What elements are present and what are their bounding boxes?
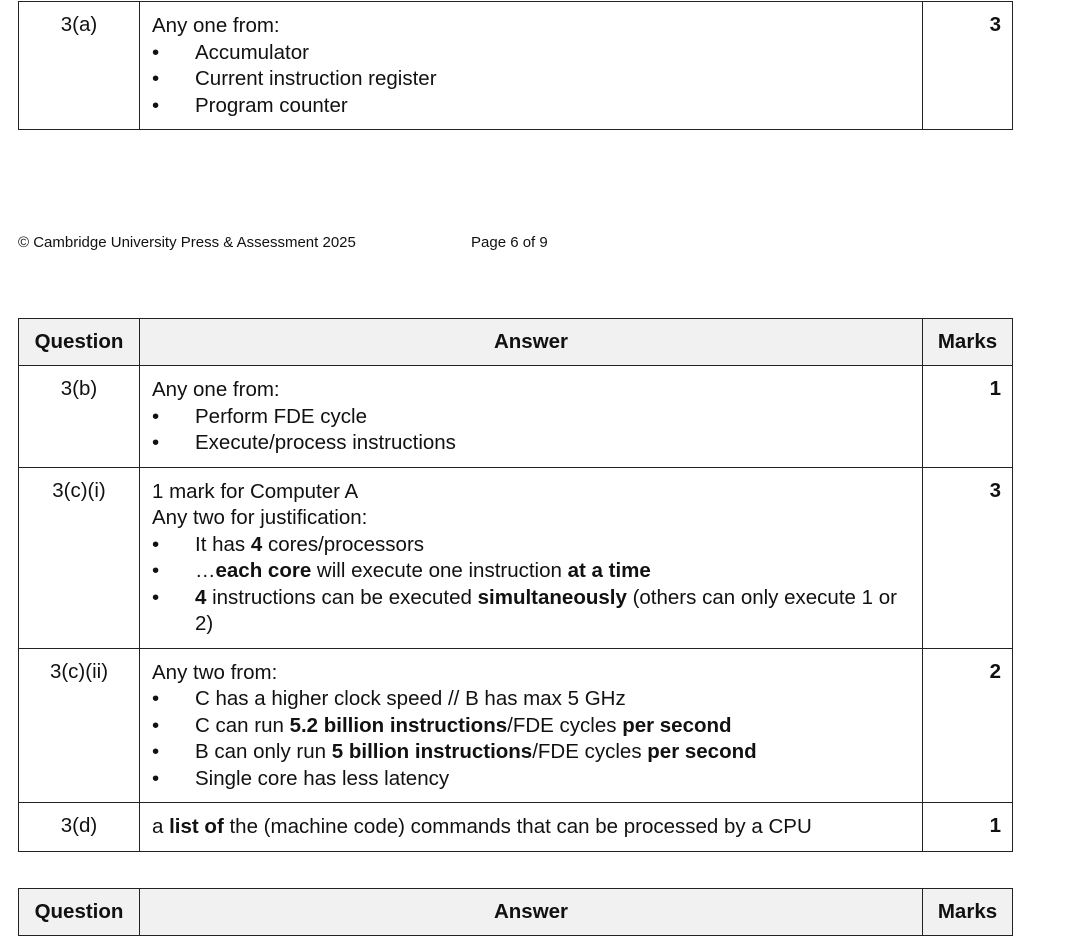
answer-cell <box>140 467 923 648</box>
marks-value: 3 <box>923 2 1013 130</box>
answer-emphasis: 5 billion instructions <box>331 740 533 763</box>
answer-text: Accumulator <box>195 40 309 64</box>
answer-emphasis: per second <box>647 740 757 763</box>
table-header-row <box>19 319 1013 366</box>
mark-scheme-table-next <box>18 888 1013 936</box>
answer-cell <box>140 2 923 130</box>
answer-text: Execute/process instructions <box>195 431 456 454</box>
column-header-marks: Marks <box>923 319 1013 366</box>
mark-scheme-table <box>18 318 1013 852</box>
answer-emphasis: 4 <box>250 532 263 556</box>
answer-intro: Any one from: <box>152 378 280 401</box>
question-number: 3(c)(i) <box>19 467 140 648</box>
answer-text: … <box>195 559 216 582</box>
answer-bullet-list <box>152 40 910 120</box>
answer-intro: Any one from: <box>152 14 280 37</box>
answer-text: Current instruction register <box>195 67 437 90</box>
table-body <box>19 2 1013 130</box>
answer-bullet <box>152 93 910 120</box>
marks-value: 3 <box>923 467 1013 648</box>
answer-intro: 1 mark for Computer A <box>152 479 359 503</box>
answer-bullet <box>152 558 910 585</box>
answer-emphasis: 5.2 billion instructions <box>289 713 508 737</box>
answer-bullet-list <box>152 404 910 457</box>
answer-text: Perform FDE cycle <box>195 404 367 428</box>
mark-scheme-table-top <box>18 1 1013 130</box>
answer-cell <box>140 366 923 468</box>
answer-text: a <box>152 815 170 838</box>
answer-intro: Any two for justification: <box>152 506 368 529</box>
question-number: 3(c)(ii) <box>19 648 140 803</box>
column-header-marks: Marks <box>923 889 1013 936</box>
table-row <box>19 467 1013 648</box>
copyright-text: © Cambridge University Press & Assessment 2025 <box>18 234 356 251</box>
answer-text: C has a higher clock speed // B has max 5 GHz <box>195 687 626 710</box>
answer-bullet <box>152 430 910 457</box>
answer-bullet-list <box>152 686 910 792</box>
answer-text: Program counter <box>195 93 348 117</box>
answer-cell <box>140 803 923 852</box>
answer-text: the (machine code) commands that can be processed by a CPU <box>223 815 812 838</box>
question-number: 3(b) <box>19 366 140 468</box>
answer-text: It has <box>195 532 251 556</box>
table-row <box>19 803 1013 852</box>
answer-emphasis: simultaneously <box>477 585 627 609</box>
answer-emphasis: at a time <box>567 559 651 582</box>
answer-bullet <box>152 532 910 559</box>
column-header-question: Question <box>19 889 140 936</box>
table-body <box>19 366 1013 852</box>
answer-intro <box>152 814 910 841</box>
answer-text: C can run <box>195 713 290 737</box>
answer-text: (others can only execute 1 or 2) <box>195 585 897 635</box>
answer-text: will execute one instruction <box>311 559 568 582</box>
marks-value: 1 <box>923 803 1013 852</box>
answer-emphasis: each core <box>215 559 312 582</box>
answer-text: /FDE cycles <box>532 740 648 763</box>
question-number: 3(d) <box>19 803 140 852</box>
answer-bullet <box>152 40 910 67</box>
answer-emphasis: 4 <box>195 585 207 609</box>
answer-bullet <box>152 686 910 713</box>
column-header-answer: Answer <box>140 889 923 936</box>
answer-text: cores/processors <box>262 532 425 556</box>
table-header-row <box>19 889 1013 936</box>
answer-bullet <box>152 585 910 638</box>
answer-intro: Any two from: <box>152 660 278 684</box>
answer-text: /FDE cycles <box>507 713 623 737</box>
table-row <box>19 2 1013 130</box>
marks-value: 1 <box>923 366 1013 468</box>
table-row <box>19 648 1013 803</box>
answer-emphasis: per second <box>622 713 732 737</box>
marks-value: 2 <box>923 648 1013 803</box>
page-number: Page 6 of 9 <box>471 234 548 251</box>
answer-cell <box>140 648 923 803</box>
answer-text: B can only run <box>195 740 332 763</box>
column-header-question: Question <box>19 319 140 366</box>
column-header-answer: Answer <box>140 319 923 366</box>
question-number: 3(a) <box>19 2 140 130</box>
answer-bullet <box>152 404 910 431</box>
answer-text: instructions can be executed <box>206 585 478 609</box>
answer-bullet-list <box>152 532 910 638</box>
answer-emphasis: list of <box>169 815 224 838</box>
answer-bullet <box>152 739 910 766</box>
answer-text: Single core has less latency <box>195 766 450 790</box>
table-row <box>19 366 1013 468</box>
answer-bullet <box>152 66 910 93</box>
answer-bullet <box>152 713 910 740</box>
answer-bullet <box>152 766 910 793</box>
